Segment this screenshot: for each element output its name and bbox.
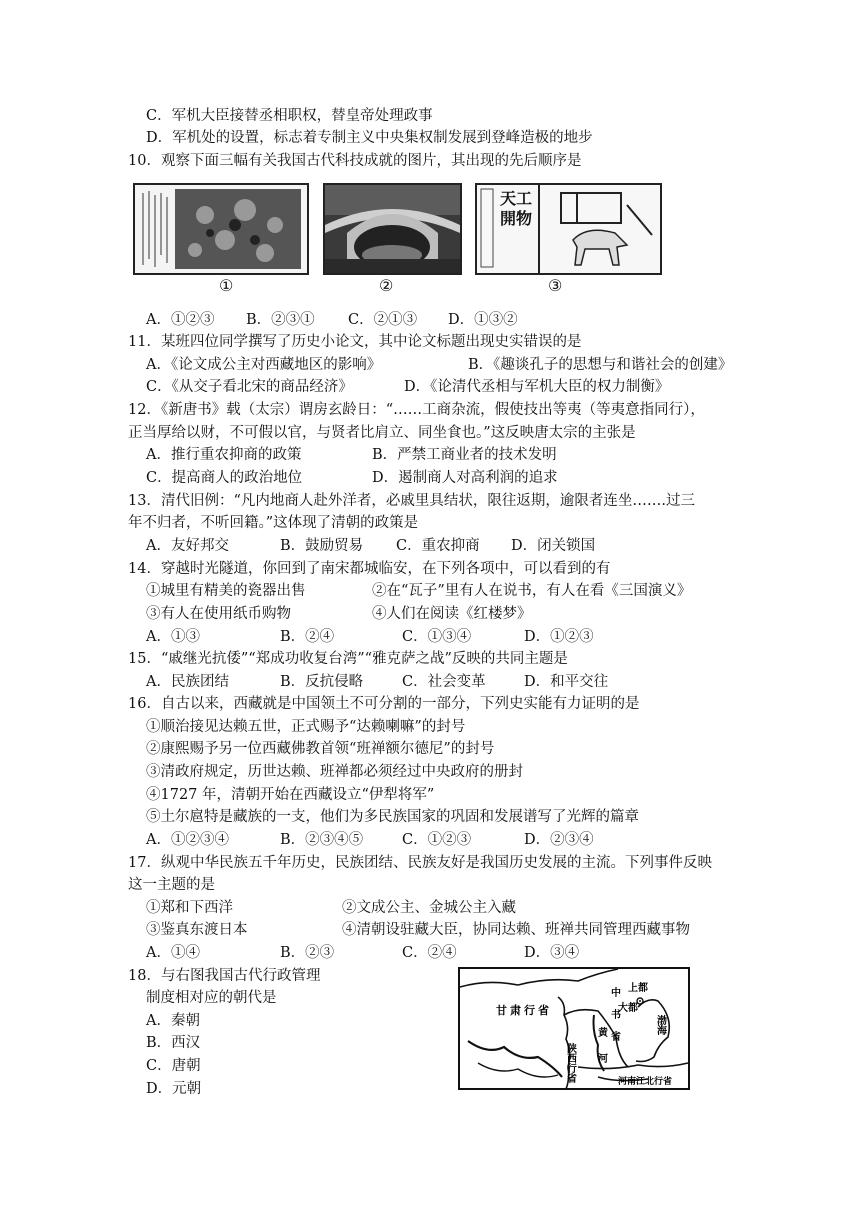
q12-option-c: C．提高商人的政治地位	[146, 470, 303, 486]
q15-option-c: C．社会变革	[402, 674, 486, 690]
q16-option-d: D．②③④	[524, 832, 594, 848]
q16-item-4: ④1727 年，清朝开始在西藏设立“伊犁将军”	[146, 787, 435, 803]
arch-bridge-image	[325, 185, 460, 273]
q14-option-d: D．①②③	[524, 629, 594, 645]
q10-stem: 10．观察下面三幅有关我国古代科技成就的图片，其出现的先后顺序是	[128, 153, 582, 169]
q13-stem-line2: 年不归者，不听回籍。”这体现了清朝的政策是	[128, 515, 419, 531]
q11-option-b: B．《趣谈孔子的思想与和谐社会的创建》	[468, 357, 733, 373]
q17-option-c: C．②④	[402, 945, 457, 961]
picture-tiangong-kaiwu	[475, 183, 662, 275]
q10-option-a: A．①②③	[146, 312, 215, 328]
map-label-bohai: 渤海	[654, 1015, 666, 1035]
q16-option-a: A．①②③④	[146, 832, 229, 848]
q11-option-c: C．《从交子看北宋的商品经济》	[146, 379, 353, 395]
q14-item-1: ①城里有精美的瓷器出售	[146, 583, 306, 599]
q14-item-4: ④人们在阅读《红楼梦》	[372, 606, 532, 622]
picture-caption-2: ②	[379, 276, 394, 295]
q14-stem: 14．穿越时光隧道，你回到了南宋都城临安，在下列各项中，可以看到的有	[128, 561, 611, 577]
q17-item-1: ①郑和下西洋	[146, 900, 233, 916]
picture-arch-bridge	[323, 183, 462, 275]
q16-stem: 16．自古以来，西藏就是中国领土不可分割的一部分，下列史实能有力证明的是	[128, 696, 640, 712]
q13-option-d: D．闭关锁国	[511, 538, 596, 554]
book-title: 天工開物	[499, 189, 532, 228]
q14-option-a: A．①③	[146, 629, 200, 645]
map-label-henan: 河南江北行省	[618, 1077, 673, 1087]
q18-option-d: D．元朝	[146, 1081, 202, 1097]
q18-option-c: C．唐朝	[146, 1058, 201, 1074]
map-label-huanghe: 黄河	[595, 1027, 607, 1079]
q11-option-a: A．《论文成公主对西藏地区的影响》	[146, 357, 382, 373]
q12-stem-line1: 12．《新唐书》载（太宗）谓房玄龄日：“……工商杂流，假使技出等夷（等夷意指同行），	[128, 402, 705, 418]
q12-option-d: D．遏制商人对高利润的追求	[372, 470, 558, 486]
picture-caption-3: ③	[548, 276, 563, 295]
map-label-gansu: 甘肃行省	[496, 1004, 552, 1017]
map-label-shangdu: 上都	[628, 983, 648, 994]
q11-option-d: D．《论清代丞相与军机大臣的权力制衡》	[404, 379, 670, 395]
map-label-dadu: 大都	[618, 1003, 638, 1014]
q17-option-a: A．①④	[146, 945, 200, 961]
q17-item-4: ④清朝设驻藏大臣，协同达赖、班禅共同管理西藏事物	[342, 922, 690, 938]
q13-option-a: A．友好邦交	[146, 538, 229, 554]
q16-item-3: ③清政府规定，历世达赖、班禅都必须经过中央政府的册封	[146, 764, 523, 780]
q10-option-d: D．①③②	[448, 312, 518, 328]
q16-option-c: C．①②③	[402, 832, 472, 848]
q18-stem-line2: 制度相对应的朝代是	[146, 990, 277, 1006]
q13-option-b: B．鼓励贸易	[280, 538, 364, 554]
q16-item-5: ⑤土尔扈特是藏族的一支，他们为多民族国家的巩固和发展谱写了光辉的篇章	[146, 809, 639, 825]
q9-option-d: D．军机处的设置，标志着专制主义中央集权制发展到登峰造极的地步	[146, 130, 593, 146]
printed-scroll-image	[135, 185, 307, 273]
q12-stem-line2: 正当厚给以财，不可假以官，与贤者比肩立、同坐食也。”这反映唐太宗的主张是	[128, 425, 636, 441]
q17-item-2: ②文成公主、金城公主入藏	[342, 900, 516, 916]
q18-option-a: A．秦朝	[146, 1013, 200, 1029]
q15-option-a: A．民族团结	[146, 674, 229, 690]
q15-option-b: B．反抗侵略	[280, 674, 364, 690]
q13-stem-line1: 13．清代旧例：“凡内地商人赴外洋者，必戚里具结状，限往返期，逾限者连坐…….过三	[128, 493, 695, 509]
q10-option-b: B．②③①	[246, 312, 315, 328]
map-label-zhongshu: 中书省	[608, 987, 620, 1053]
q16-item-2: ②康熙赐予另一位西藏佛教首领“班禅额尔德尼”的封号	[146, 741, 495, 757]
q17-stem-line2: 这一主题的是	[128, 877, 215, 893]
q10-option-c: C．②①③	[348, 312, 418, 328]
q17-stem-line1: 17．纵观中华民族五千年历史，民族团结、民族友好是我国历史发展的主流。下列事件反映	[128, 855, 712, 871]
q17-option-b: B．②③	[280, 945, 335, 961]
map-label-shaanxi: 陕西行省	[564, 1043, 576, 1083]
q15-option-d: D．和平交往	[524, 674, 609, 690]
picture-caption-1: ①	[219, 276, 234, 295]
q18-stem-line1: 18．与右图我国古代行政管理	[128, 968, 321, 984]
q12-option-a: A．推行重农抑商的政策	[146, 447, 302, 463]
q14-option-c: C．①③④	[402, 629, 472, 645]
q15-stem: 15．“戚继光抗倭”“郑成功收复台湾”“雅克萨之战”反映的共同主题是	[128, 651, 568, 667]
q16-option-b: B．②③④⑤	[280, 832, 364, 848]
q9-option-c: C．军机大臣接替丞相职权，替皇帝处理政事	[146, 108, 433, 124]
q17-item-3: ③鉴真东渡日本	[146, 922, 248, 938]
q17-option-d: D．③④	[524, 945, 580, 961]
q14-option-b: B．②④	[280, 629, 335, 645]
q14-item-3: ③有人在使用纸币购物	[146, 606, 291, 622]
q14-item-2: ②在“瓦子”里有人在说书，有人在看《三国演义》	[372, 583, 692, 599]
q18-option-b: B．西汉	[146, 1035, 201, 1051]
picture-printed-scroll	[133, 183, 309, 275]
yuan-province-map	[458, 967, 690, 1090]
q16-item-1: ①顺治接见达赖五世，正式赐予“达赖喇嘛”的封号	[146, 719, 466, 735]
q12-option-b: B．严禁工商业者的技术发明	[372, 447, 557, 463]
q11-stem: 11．某班四位同学撰写了历史小论文，其中论文标题出现史实错误的是	[128, 334, 582, 350]
q13-option-c: C．重农抑商	[396, 538, 480, 554]
